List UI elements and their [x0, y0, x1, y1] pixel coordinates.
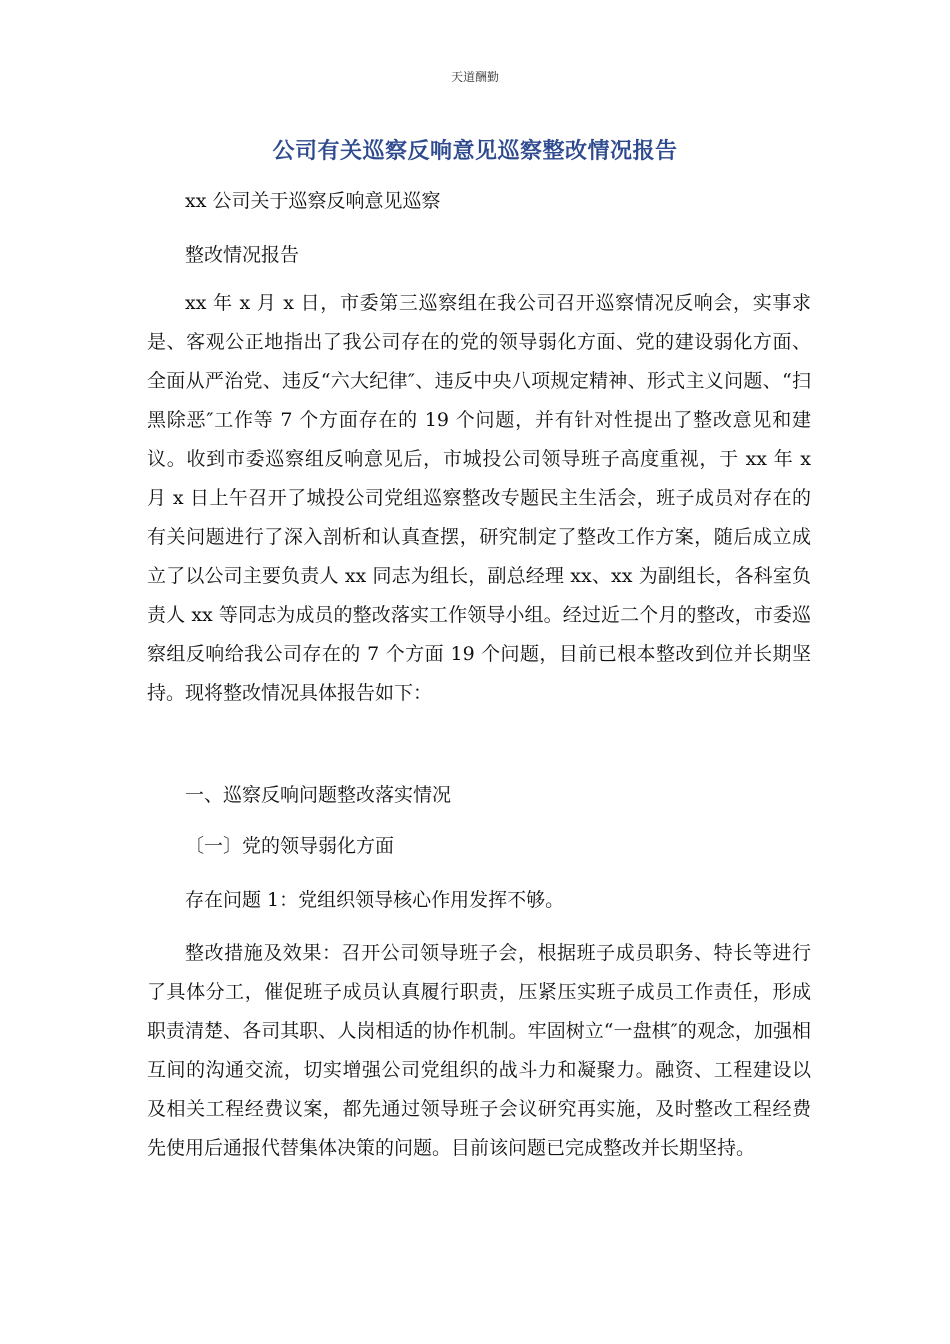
section-heading-1: 一、巡察反响问题整改落实情况 — [185, 784, 452, 806]
measures-1: 整改措施及效果：召开公司领导班子会，根据班子成员职务、特长等进行了具体分工，催促班子成员认真履行职责，压紧压实班子成员工作责任，形成职责清楚、各司其职、人岗相适的协作机制。牢固树立“一盘棋″的观念，加强相互间的沟通交流，切实增强公司党组织的战斗力和凝聚力。融资、工程建设以及相关工程经费议案，都先通过领导班子会议研究再实施，及时整改工程经费先使用后通报代替集体决策的问题。目前该问题已完成整改并长期坚持。 — [147, 942, 811, 1159]
document-title: 公司有关巡察反响意见巡察整改情况报告 — [272, 139, 678, 164]
problem-1: 存在问题 1：党组织领导核心作用发挥不够。 — [185, 889, 565, 911]
subtitle-line-2: 整改情况报告 — [185, 244, 300, 266]
subsection-heading-1: 〔一〕党的领导弱化方面 — [185, 835, 395, 857]
header-motto: 天道酬勤 — [450, 70, 499, 84]
subtitle-line-1: xx 公司关于巡察反响意见巡察 — [185, 190, 441, 212]
paragraph-intro: xx 年 x 月 x 日，市委第三巡察组在我公司召开巡察情况反响会，实事求是、客观公正地指出了我公司存在的党的领导弱化方面、党的建设弱化方面、全面从严治党、违反“六大纪律″、违反中央八项规定精神、形式主义问题、“扫黑除恶″工作等 7 个方面存在的 19 个问题，并有针对性提出了整改意见和建议。收到市委巡察组反响意见后，市城投公司领导班子高度重视，于 xx 年 x 月 x 日上午召开了城投公司党组巡察整改专题民主生活会，班子成员对存在的有关问题进行了深入剖析和认真查摆，研究制定了整改工作方案，随后成立成立了以公司主要负责人 xx 同志为组长，副总经理 xx、xx 为副组长，各科室负责人 xx 等同志为成员的整改落实工作领导小组。经过近二个月的整改，市委巡察组反响给我公司存在的 7 个方面 19 个问题，目前已根本整改到位并长期坚持。现将整改情况具体报告如下： — [147, 292, 811, 704]
